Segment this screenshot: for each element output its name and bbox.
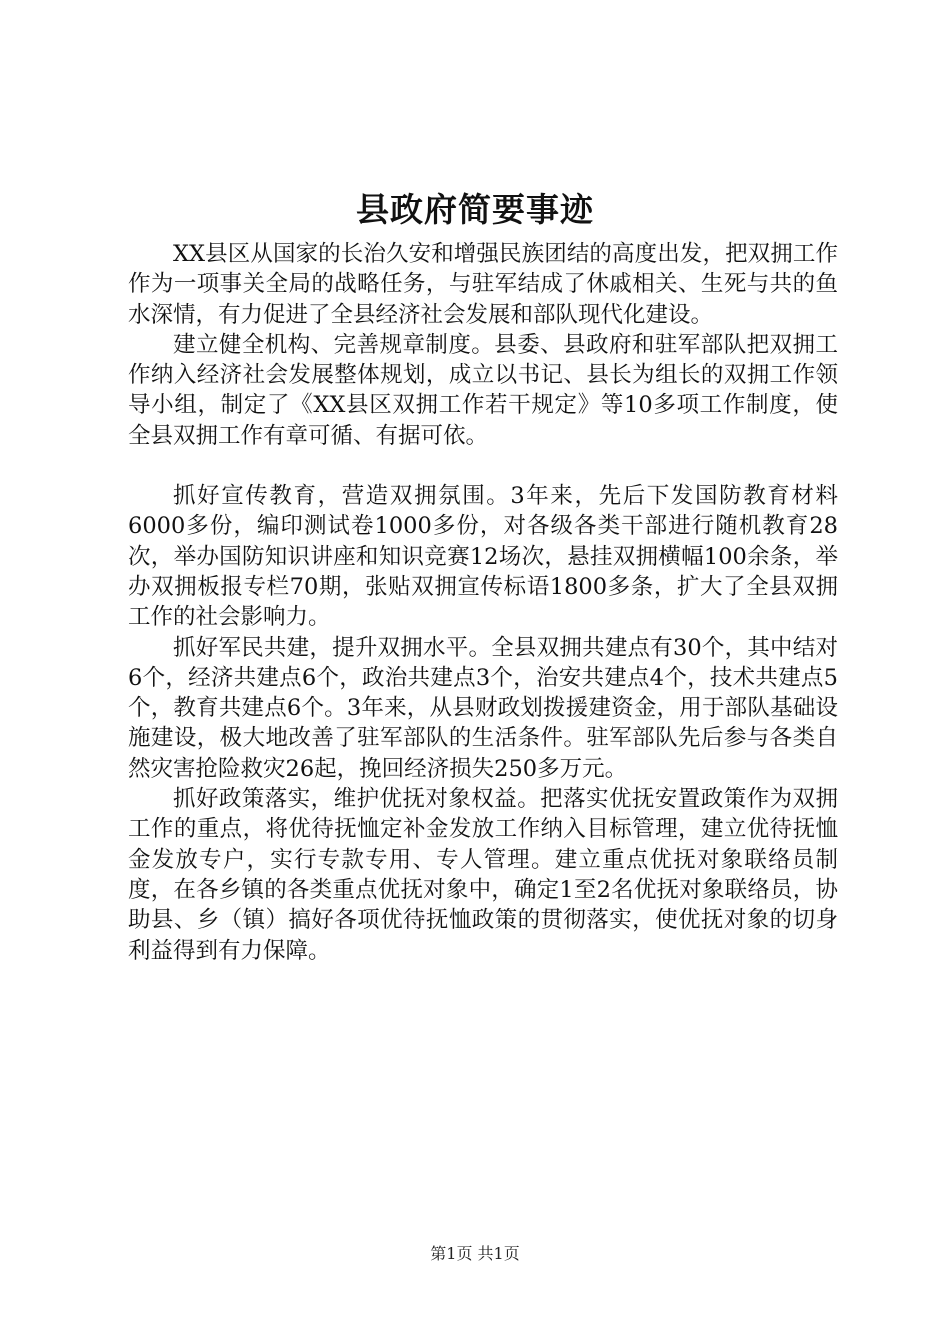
paragraph-policy: 抓好政策落实，维护优抚对象权益。把落实优抚安置政策作为双拥工作的重点，将优待抚恤定补金发放工作纳入目标管理，建立优待抚恤金发放专户，实行专款专用、专人管理。建立重点优抚对象联络员制度，在各乡镇的各类重点优抚对象中，确定1至2名优抚对象联络员，协助县、乡（镇）搞好各项优待抚恤政策的贯彻落实，使优抚对象的切身利益得到有力保障。 xyxy=(128,786,838,964)
paragraph-institutions: 建立健全机构、完善规章制度。县委、县政府和驻军部队把双拥工作纳入经济社会发展整体规划，成立以书记、县长为组长的双拥工作领导小组，制定了《XX县区双拥工作若干规定》等10多项工作制度，使全县双拥工作有章可循、有据可依。 xyxy=(128,331,838,449)
paragraph-joint-building: 抓好军民共建，提升双拥水平。全县双拥共建点有30个，其中结对6个，经济共建点6个，政治共建点3个，治安共建点4个，技术共建点5个，教育共建点6个。3年来，从县财政划拨援建资金，用于部队基础设施建设，极大地改善了驻军部队的生活条件。驻军部队先后参与各类自然灾害抢险救灾26起，挽回经济损失250多万元。 xyxy=(128,634,838,782)
document-title: 县政府简要事迹 xyxy=(356,190,594,229)
paragraph-publicity: 抓好宣传教育，营造双拥氛围。3年来，先后下发国防教育材料6000多份，编印测试卷1000多份，对各级各类干部进行随机教育28次，举办国防知识讲座和知识竞赛12场次，悬挂双拥横幅100余条，举办双拥板报专栏70期，张贴双拥宣传标语1800多条，扩大了全县双拥工作的社会影响力。 xyxy=(128,483,838,631)
page-footer: 第1页 共1页 xyxy=(430,1244,520,1263)
document-body xyxy=(128,239,838,966)
paragraph-intro: XX县区从国家的长治久安和增强民族团结的高度出发，把双拥工作作为一项事关全局的战略任务，与驻军结成了休戚相关、生死与共的鱼水深情，有力促进了全县经济社会发展和部队现代化建设。 xyxy=(128,241,838,328)
